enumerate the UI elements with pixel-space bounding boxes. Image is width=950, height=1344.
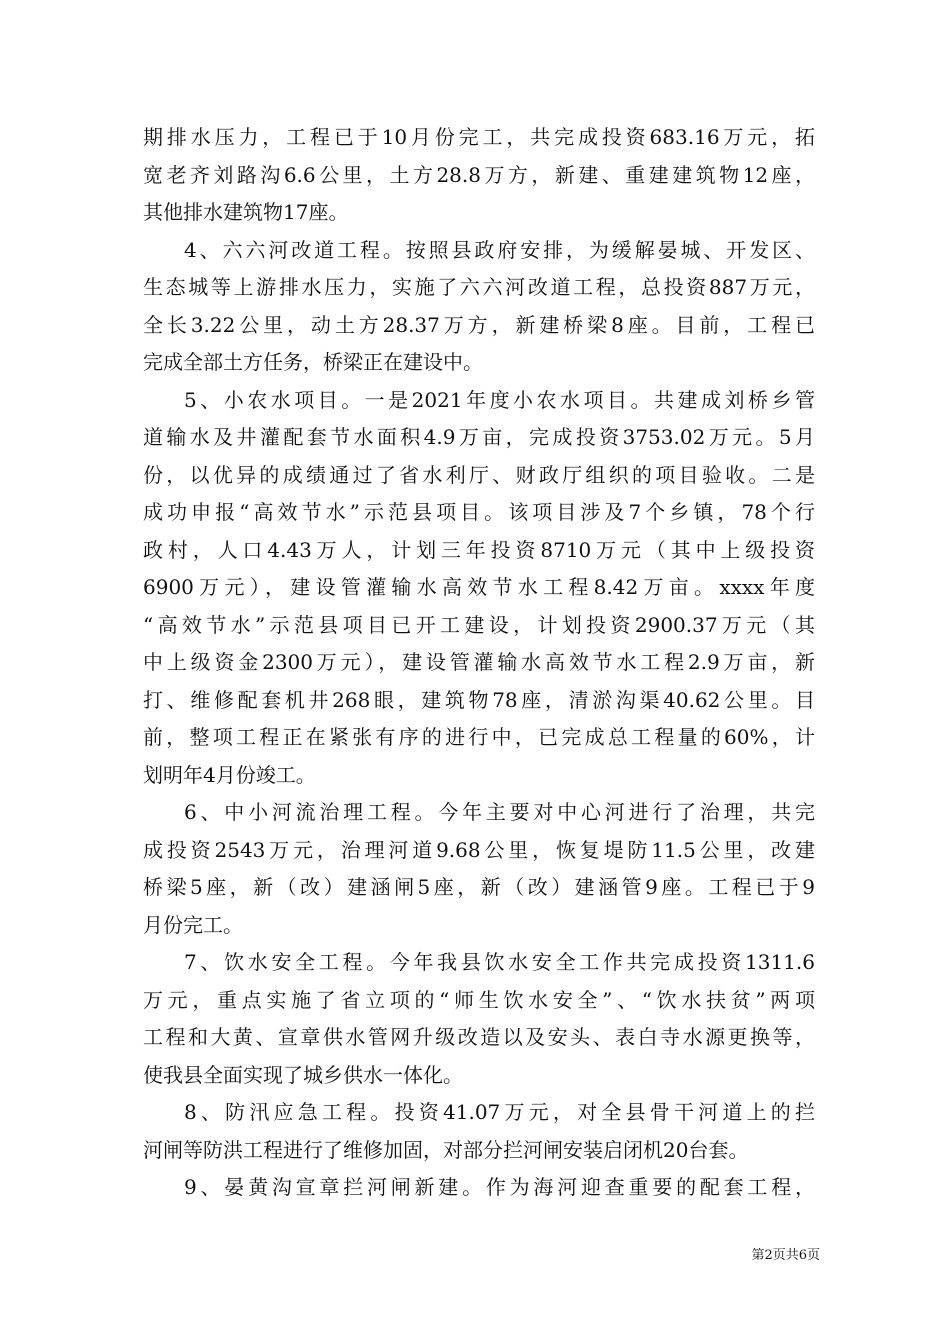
- paragraph-item-9: [143, 1169, 815, 1207]
- paragraph-item-8: [143, 1094, 815, 1169]
- text-line: 中上级资金2300万元），建设管灌输水高效节水工程2.9万亩，新: [143, 650, 815, 674]
- text-line: 工程和大黄、宣章供水管网升级改造以及安头、表白寺水源更换等，: [143, 1025, 815, 1049]
- text-line: 万元，重点实施了省立项的“师生饮水安全”、“饮水扶贫”两项: [143, 987, 815, 1012]
- text-line: 8、防汛应急工程。投资41.07万元，对全县骨干河道上的拦: [184, 1100, 815, 1124]
- text-line: 6900万元），建设管灌输水高效节水工程8.42万亩。xxxx年度: [143, 575, 815, 599]
- paragraph-continued: [143, 119, 815, 232]
- text-line: 5、小农水项目。一是2021年度小农水项目。共建成刘桥乡管: [184, 387, 815, 412]
- page-number-footer: 第2页共6页: [751, 1248, 820, 1263]
- text-line: 全长3.22公里，动土方28.37万方，新建桥梁8座。目前，工程已: [143, 312, 815, 337]
- text-line: 打、维修配套机井268眼，建筑物78座，清淤沟渠40.62公里。目: [143, 687, 815, 712]
- text-line: 其他排水建筑物17座。: [143, 200, 349, 224]
- text-line: 使我县全面实现了城乡供水一体化。: [143, 1062, 463, 1087]
- text-line: 份，以优异的成绩通过了省水利厅、财政厅组织的项目验收。二是: [143, 462, 815, 487]
- text-line: “高效节水”示范县项目已开工建设，计划投资2900.37万元（其: [143, 612, 815, 637]
- text-line: 期排水压力，工程已于10月份完工，共完成投资683.16万元，拓: [143, 125, 815, 149]
- page-body: [143, 119, 815, 1207]
- text-line: 划明年4月份竣工。: [143, 762, 316, 787]
- paragraph-item-6: [143, 794, 815, 944]
- text-line: 生态城等上游排水压力，实施了六六河改道工程，总投资887万元，: [143, 275, 815, 299]
- text-line: 月份完工。: [143, 912, 243, 937]
- text-line: 成功申报“高效节水”示范县项目。该项目涉及7个乡镇，78个行: [143, 500, 815, 524]
- paragraph-item-7: [143, 944, 815, 1094]
- text-line: 成投资2543万元，治理河道9.68公里，恢复堤防11.5公里，改建: [143, 837, 815, 862]
- text-line: 河闸等防洪工程进行了维修加固，对部分拦河闸安装启闭机20台套。: [143, 1137, 749, 1162]
- text-line: 7、饮水安全工程。今年我县饮水安全工作共完成投资1311.6: [184, 950, 815, 974]
- text-line: 9、晏黄沟宣章拦河闸新建。作为海河迎查重要的配套工程，: [184, 1175, 815, 1199]
- text-line: 4、六六河改道工程。按照县政府安排，为缓解晏城、开发区、: [184, 237, 815, 262]
- text-line: 桥梁5座，新（改）建涵闸5座，新（改）建涵管9座。工程已于9: [143, 875, 815, 899]
- paragraph-item-4: [143, 232, 815, 382]
- text-line: 6、中小河流治理工程。今年主要对中心河进行了治理，共完: [184, 800, 815, 824]
- text-line: 道输水及井灌配套节水面积4.9万亩，完成投资3753.02万元。5月: [143, 425, 815, 449]
- paragraph-item-5: [143, 382, 815, 795]
- text-line: 宽老齐刘路沟6.6公里，土方28.8万方，新建、重建建筑物12座，: [143, 162, 815, 187]
- text-line: 完成全部土方任务，桥梁正在建设中。: [143, 350, 483, 374]
- text-line: 政村，人口4.43万人，计划三年投资8710万元（其中上级投资: [143, 537, 815, 562]
- text-line: 前，整项工程正在紧张有序的进行中，已完成总工程量的60%，计: [143, 725, 815, 749]
